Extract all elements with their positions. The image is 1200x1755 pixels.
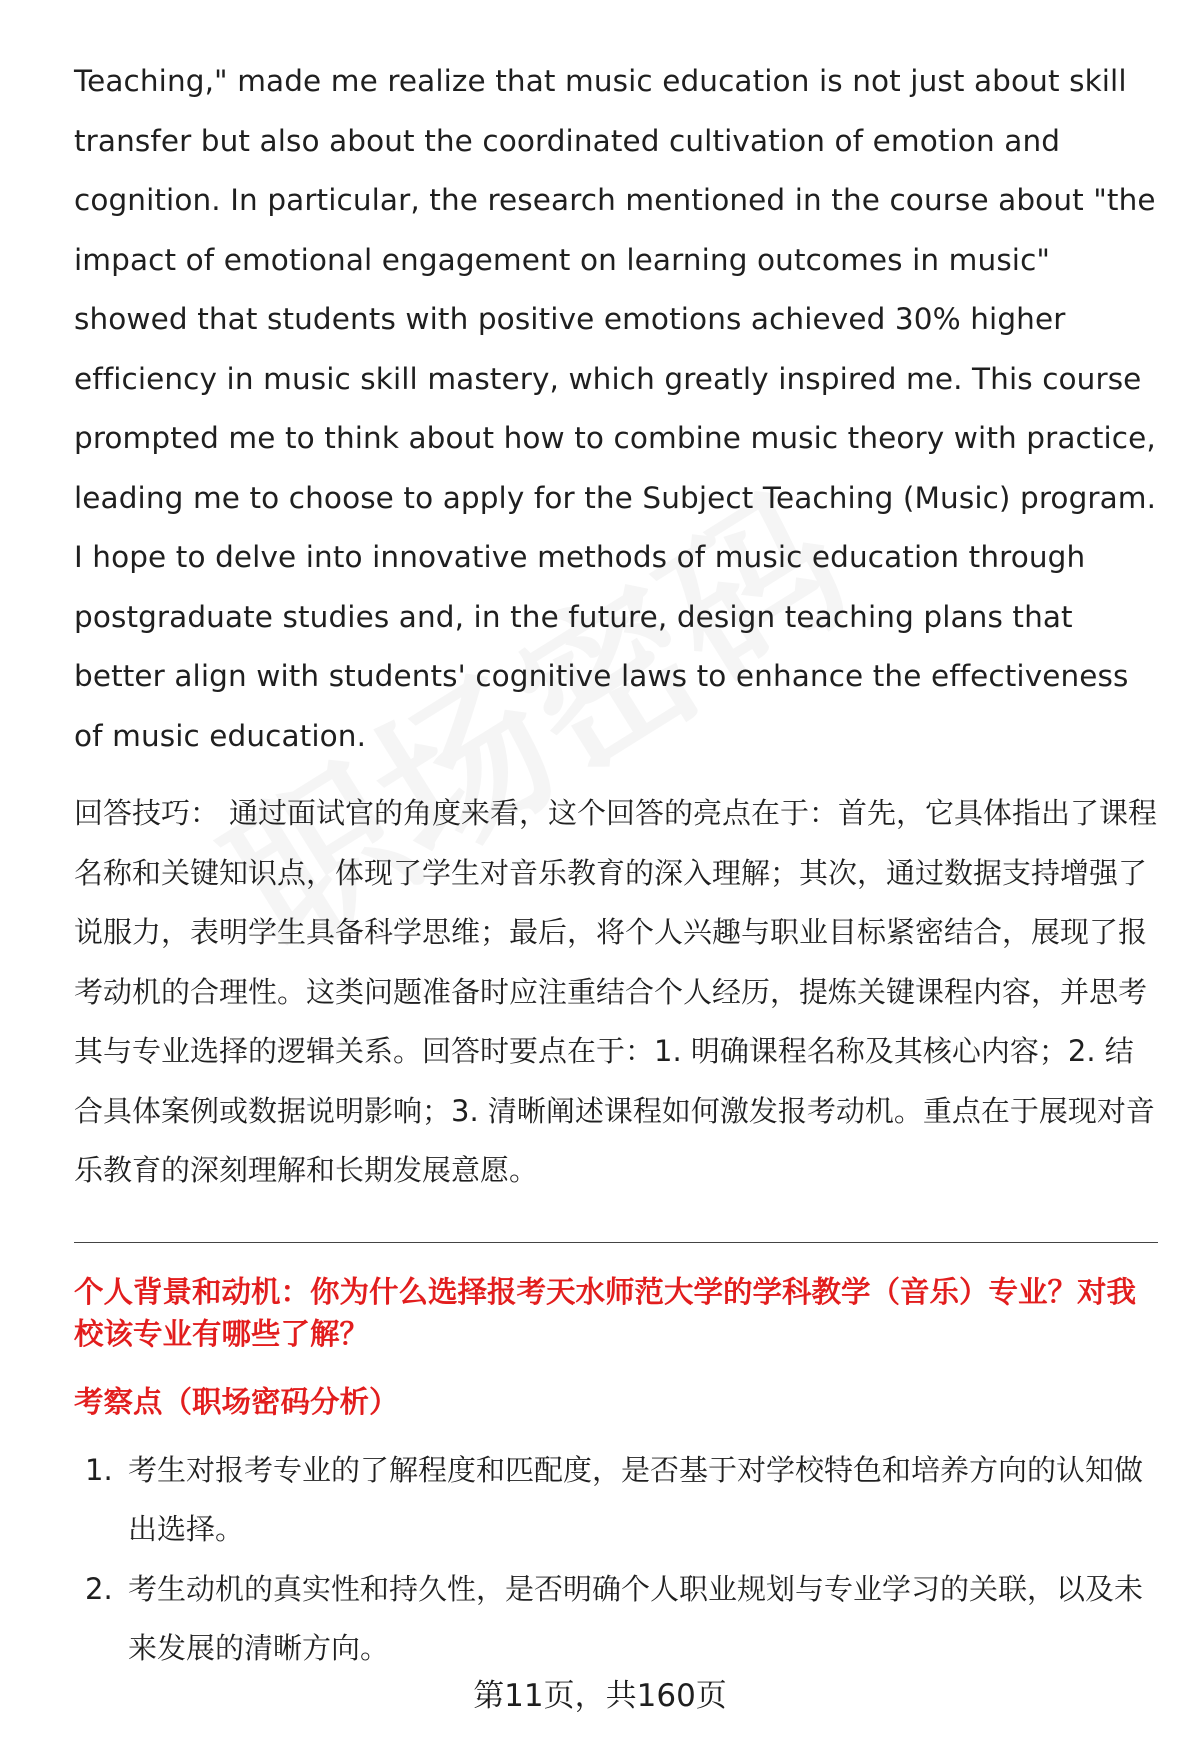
list-item-number: 1. [85, 1452, 113, 1487]
answer-tip-paragraph [74, 784, 1158, 1201]
assessment-points-list [74, 1441, 1158, 1679]
section-divider [74, 1242, 1158, 1243]
list-item [74, 1441, 1158, 1560]
list-item-text: 考生对报考专业的了解程度和匹配度，是否基于对学校特色和培养方向的认知做出选择。 [128, 1452, 1144, 1546]
page-number-footer: 第11页，共160页 [473, 1678, 727, 1714]
question-title: 个人背景和动机：你为什么选择报考天水师范大学的学科教学（音乐）专业？对我校该专业有哪些了解？ [74, 1274, 1137, 1351]
assessment-points-heading: 考察点（职场密码分析） [74, 1384, 399, 1419]
list-item [74, 1560, 1158, 1679]
list-item-number: 2. [85, 1571, 113, 1606]
list-item-text: 考生动机的真实性和持久性，是否明确个人职业规划与专业学习的关联，以及未来发展的清晰方向。 [128, 1571, 1144, 1665]
answer-tip-label: 回答技巧： [74, 796, 220, 830]
page-content [74, 52, 1158, 1679]
answer-paragraph-english: Teaching," made me realize that music education is not just about skill transfer but also about the coordinated cultivation of emotion and cognition. In particular, the research mentioned in the course about "the impact of emotional engagement on learning outcomes in music" showed that students with positive emotions achieved 30% higher efficiency in music skill mastery, which greatly inspired me. This course prompted me to think about how to combine music theory with practice, leading me to choose to apply for the Subject Teaching (Music) program. I hope to delve into innovative methods of music education through postgraduate studies and, in the future, design teaching plans that better align with students' cognitive laws to enhance the effectiveness of music education. [74, 64, 1157, 753]
answer-tip-text: 通过面试官的角度来看，这个回答的亮点在于：首先，它具体指出了课程名称和关键知识点，体现了学生对音乐教育的深入理解；其次，通过数据支持增强了说服力，表明学生具备科学思维；最后，将个人兴趣与职业目标紧密结合，展现了报考动机的合理性。这类问题准备时应注重结合个人经历，提炼关键课程内容，并思考其与专业选择的逻辑关系。回答时要点在于：1. 明确课程名称及其核心内容；2. 结合具体案例或数据说明影响；3. 清晰阐述课程如何激发报考动机。重点在于展现对音乐教育的深刻理解和长期发展意愿。 [74, 796, 1158, 1187]
